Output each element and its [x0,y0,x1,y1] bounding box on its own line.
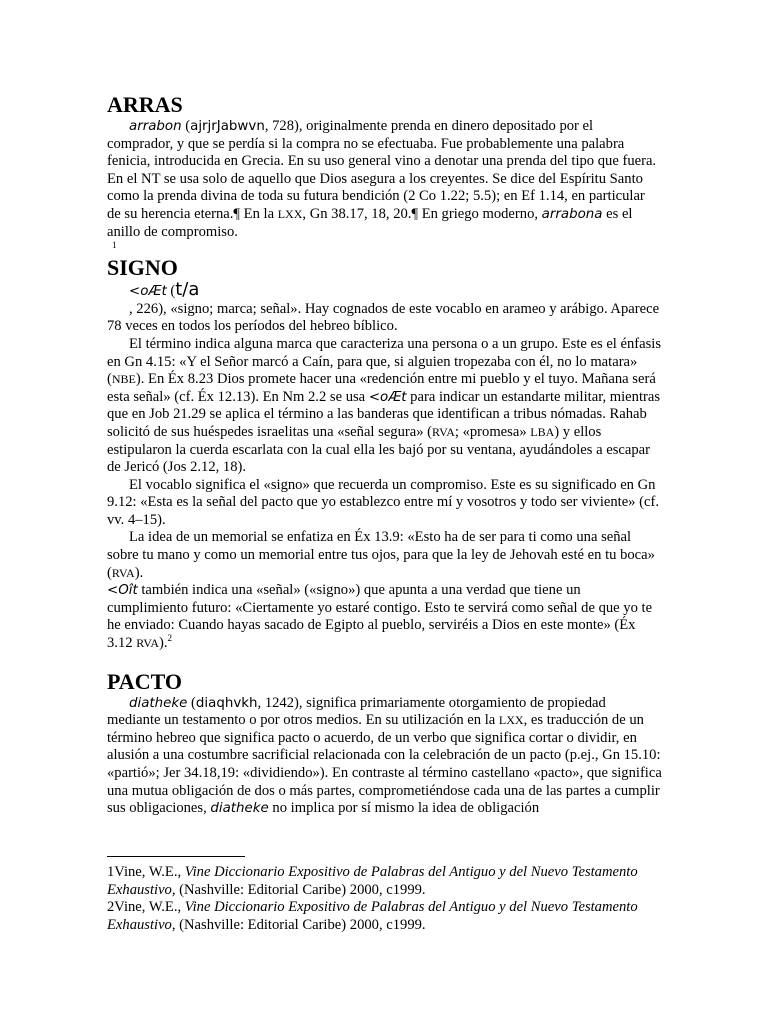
section-title-signo: SIGNO [107,255,178,281]
transliteration: diatheke [210,801,269,817]
text-run: ) y ellos estipularon la cuerda escarlata con la cual ella les bajó por su ventana, ayudándoles a escapar de Jericó (Jos 2.12, 18). [107,423,650,476]
signo-paragraph-3 [107,477,662,530]
abbrev: LBA [530,424,555,439]
text-run: , 1242), significa primariamente otorgamiento de propiedad mediante un testamento o por otros medios. En su utilización en la [107,694,606,729]
greek-term: diaqhvkh [195,695,258,711]
text-run: es el anillo de compromiso. [107,205,633,240]
text-run: ( [166,283,176,300]
signo-paragraph-4 [107,529,662,582]
footnote-separator [107,856,245,857]
text-run: ; «promesa» [454,423,531,440]
abbrev: RVA [111,565,135,580]
hebrew-term: t/a [175,279,200,301]
footnote-text: 2Vine, W.E., [107,899,185,916]
abbrev: LXX [277,206,303,221]
signo-paragraph-2 [107,336,662,477]
text-run: ( [187,694,196,711]
arras-paragraph [107,118,662,241]
footnote-book-title: Vine Diccionario Expositivo de Palabras del Antiguo y del Nuevo Testamento Exhaustivo [107,864,638,898]
signo-paragraph-5 [107,582,662,652]
text-run: El vocablo significa el «signo» que recuerda un compromiso. Este es su significado en Gn 9.12: «Esta es la señal del pacto que yo establezco entre mí y vosotros y todo ser viviente» (cf. vv. 4–15). [107,476,659,528]
footnotes-area [107,856,662,934]
text-run: para indicar un estandarte militar, mientras que en Job 21.29 se aplica el término a las banderas que identifican a tribus nómadas. Rahab solicitó de sus huéspedes israelitas una «señal segura» ( [107,388,661,440]
transliteration: <oÆt [368,389,407,405]
text-run: La idea de un memorial se enfatiza en Éx 13.9: «Esto ha de ser para ti como una señal sobre tu mano y como un memorial entre tus ojos, para que la ley de Jehovah esté en tu boca» ( [107,529,655,581]
footnote-2 [107,899,662,934]
text-run: no implica por sí mismo la idea de obligación [268,800,540,817]
section-title-pacto: PACTO [107,668,182,694]
transliteration: arrabon [129,119,182,134]
transliteration: arrabona [541,206,603,222]
document-body [107,92,662,818]
signo-headword-line [107,281,662,301]
footnote-1 [107,864,662,899]
text-run: ). [159,635,168,652]
transliteration: <Oît [107,583,138,599]
footnote-book-title: Vine Diccionario Expositivo de Palabras del Antiguo y del Nuevo Testamento Exhaustivo [107,899,638,933]
text-run: ( [181,118,191,134]
footnote-text: , (Nashville: Editorial Caribe) 2000, c1999. [171,881,426,898]
abbrev: LXX [498,713,524,728]
section-title-arras: ARRAS [107,92,183,117]
signo-paragraph-1 [107,301,662,336]
text-run: ). En Éx 8.23 Dios promete hacer una «redención entre mi pueblo y el tuyo. Mañana será esta señal» (cf. Éx 12.13). En Nm 2.2 se usa [107,371,656,405]
footnote-marker: 1 [112,240,117,251]
text-run: , 728), originalmente prenda en dinero depositado por el comprador, y que se perdía si la compra no se efectuaba. Fue probablemente una palabra fenicia, introducida en Grecia. En su uso general vino a denotar una prenda del tipo que fuera. En el NT se usa solo de aquello que Dios asegura a los creyentes. Se dice del Espíritu Santo como la prenda divina de toda su futura bendición (2 Co 1.22; 5.5); en Ef 1.14, en particular de su herencia eterna.¶ En la [107,118,657,222]
text-run: , Gn 38.17, 18, 20.¶ En griego moderno, [302,205,542,222]
transliteration: diatheke [129,695,188,711]
text-run: El término indica alguna marca que caracteriza una persona o a un grupo. Este es el énfasis en Gn 4.15: «Y el Señor marcó a Caín, para que, si alguien tropezaba con él, no lo matara» ( [107,335,662,388]
abbrev: NBE [111,372,136,387]
text-run: también indica una «señal» («signo») que apunta a una verdad que tiene un cumplimiento futuro: «Ciertamente yo estaré contigo. Esto te servirá como señal de que yo te he enviado: Cuando hayas sacado de Egipto al pueblo, serviréis a Dios en este monte» (Éx 3.12 [107,582,653,652]
abbrev: RVA [136,636,160,651]
footnote-text: , (Nashville: Editorial Caribe) 2000, c1999. [171,916,426,933]
text-run: ). [134,564,144,581]
transliteration: <oÆt [129,284,167,300]
footnote-reference[interactable]: 2 [167,633,173,644]
greek-term: ajrjrJabwvn [190,119,265,134]
text-run: , es traducción de un término hebreo que significa pacto o acuerdo, de un verbo que significa cortar o dividir, en alusión a una costumbre sacrificial relacionada con la celebración de un pacto (p.ej., Gn 15.10: «partió»; Jer 34.18,19: «dividiendo»). En contraste al término castellano «pacto», que significa una mutua obligación de dos o más partes, comprometiéndose cada una de las partes a cumplir sus obligaciones, [107,712,662,817]
abbrev: RVA [432,424,455,439]
footnote-text: 1Vine, W.E., [107,864,185,880]
pacto-paragraph [107,695,662,818]
text-run: , 226), «signo; marca; señal». Hay cognados de este vocablo en arameo y arábigo. Aparece 78 veces en todos los períodos del hebreo bíblico. [107,300,660,335]
